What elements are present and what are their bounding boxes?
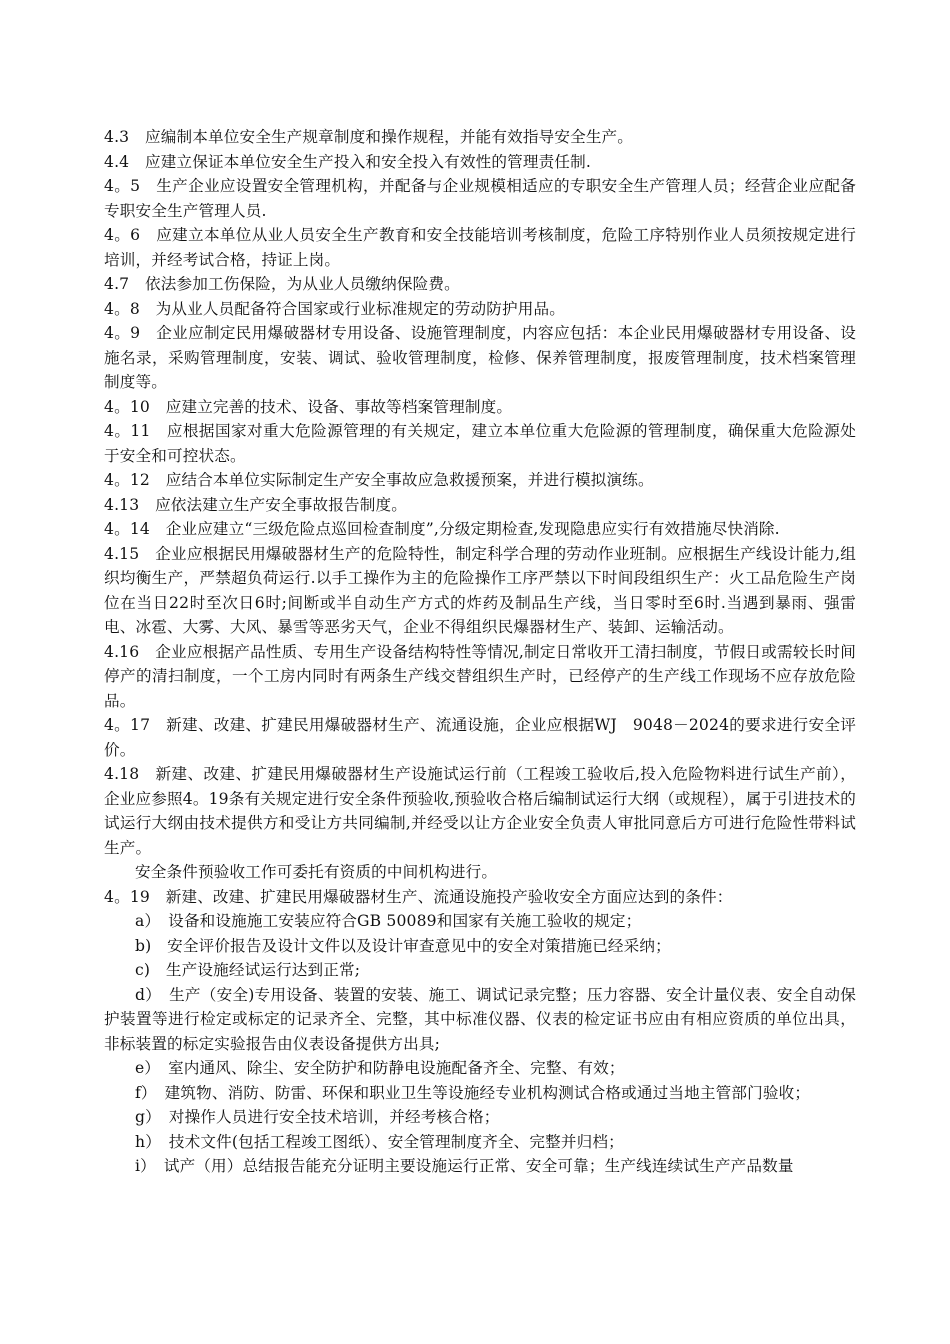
clause-4-10: 4。10 应建立完善的技术、设备、事故等档案管理制度。 — [104, 397, 513, 416]
clause-4-6: 4。6 应建立本单位从业人员安全生产教育和安全技能培训考核制度，危险工序特别作业人员须按规定进行培训，并经考试合格，持证上岗。 — [104, 226, 856, 269]
list-item-g: g） 对操作人员进行安全技术培训，并经考核合格； — [135, 1108, 500, 1126]
clause-4-9: 4。9 企业应制定民用爆破器材专用设备、设施管理制度，内容应包括：本企业民用爆破器材专用设备、设施名录，采购管理制度，安装、调试、验收管理制度，检修、保养管理制度，报废管理制度，技术档案管理制度等。 — [104, 324, 856, 391]
clause-4-3: 4.3 应编制本单位安全生产规章制度和操作规程，并能有效指导安全生产。 — [104, 128, 634, 146]
clause-4-11: 4。11 应根据国家对重大危险源管理的有关规定，建立本单位重大危险源的管理制度，确保重大危险源处于安全和可控状态。 — [104, 422, 856, 465]
clause-4-7: 4.7 依法参加工伤保险，为从业人员缴纳保险费。 — [104, 275, 460, 293]
list-item-b: b) 安全评价报告及设计文件以及设计审查意见中的安全对策措施已经采纳； — [135, 936, 671, 955]
clause-4-14: 4。14 企业应建立“三级危险点巡回检查制度”,分级定期检查,发现隐患应实行有效措施尽快消除. — [104, 520, 780, 538]
clause-4-4: 4.4 应建立保证本单位安全生产投入和安全投入有效性的管理责任制. — [104, 152, 591, 171]
clause-4-5: 4。5 生产企业应设置安全管理机构，并配备与企业规模相适应的专职安全生产管理人员；经营企业应配备专职安全生产管理人员. — [104, 177, 856, 220]
clause-4-19: 4。19 新建、改建、扩建民用爆破器材生产、流通设施投产验收安全方面应达到的条件： — [104, 887, 733, 906]
clause-4-17: 4。17 新建、改建、扩建民用爆破器材生产、流通设施，企业应根据WJ 9048－2024的要求进行安全评价。 — [104, 716, 856, 759]
list-item-a: a） 设备和设施施工安装应符合GB 50089和国家有关施工验收的规定； — [135, 912, 642, 930]
clause-4-12: 4。12 应结合本单位实际制定生产安全事故应急救援预案，并进行模拟演练。 — [104, 471, 654, 489]
clause-4-8: 4。8 为从业人员配备符合国家或行业标准规定的劳动防护用品。 — [104, 299, 565, 318]
list-item-e: e） 室内通风、除尘、安全防护和防静电设施配备齐全、完整、有效； — [135, 1059, 625, 1077]
clause-4-18: 4.18 新建、改建、扩建民用爆破器材生产设施试运行前（工程竣工验收后,投入危险物料进行试生产前），企业应参照4。19条有关规定进行安全条件预验收,预验收合格后编制试运行大纲（或规程），属于引进技术的试运行大纲由技术提供方和受让方共同编制,并经受以让方企业安全负责人审批同意后方可进行危险性带料试生产。 — [104, 765, 856, 857]
list-item-d: d） 生产（安全)专用设备、装置的安装、施工、调试记录完整；压力容器、安全计量仪表、安全自动保护装置等进行检定或标定的记录齐全、完整，其中标准仪器、仪表的检定证书应由有相应资质的单位出具，非标装置的标定实验报告由仪表设备提供方出具; — [104, 985, 856, 1053]
clause-4-15: 4.15 企业应根据民用爆破器材生产的危险特性，制定科学合理的劳动作业班制。应根据生产线设计能力,组织均衡生产，严禁超负荷运行.以手工操作为主的危险操作工序严禁以下时间段组织生产：火工品危险生产岗位在当日22时至次日6时;间断或半自动生产方式的炸药及制品生产线，当日零时至6时.当遇到暴雨、强雷电、冰雹、大雾、大风、暴雪等恶劣天气，企业不得组织民爆器材生产、装卸、运输活动。 — [104, 544, 856, 636]
list-item-c: c) 生产设施经试运行达到正常; — [135, 961, 361, 979]
list-item-i: i） 试产（用）总结报告能充分证明主要设施运行正常、安全可靠；生产线连续试生产产品数量 — [135, 1157, 794, 1175]
clause-4-13: 4.13 应依法建立生产安全事故报告制度。 — [104, 495, 407, 514]
document-body — [104, 125, 856, 1179]
note-pre-acceptance: 安全条件预验收工作可委托有资质的中间机构进行。 — [135, 863, 498, 881]
clause-4-16: 4.16 企业应根据产品性质、专用生产设备结构特性等情况,制定日常收开工清扫制度，节假日或需较长时间停产的清扫制度，一个工房内同时有两条生产线交替组织生产时，已经停产的生产线工作现场不应存放危险品。 — [104, 642, 856, 710]
list-item-f: f） 建筑物、消防、防雷、环保和职业卫生等设施经专业机构测试合格或通过当地主管部门验收； — [135, 1083, 811, 1102]
list-item-h: h） 技术文件(包括工程竣工图纸）、安全管理制度齐全、完整并归档； — [135, 1132, 624, 1151]
